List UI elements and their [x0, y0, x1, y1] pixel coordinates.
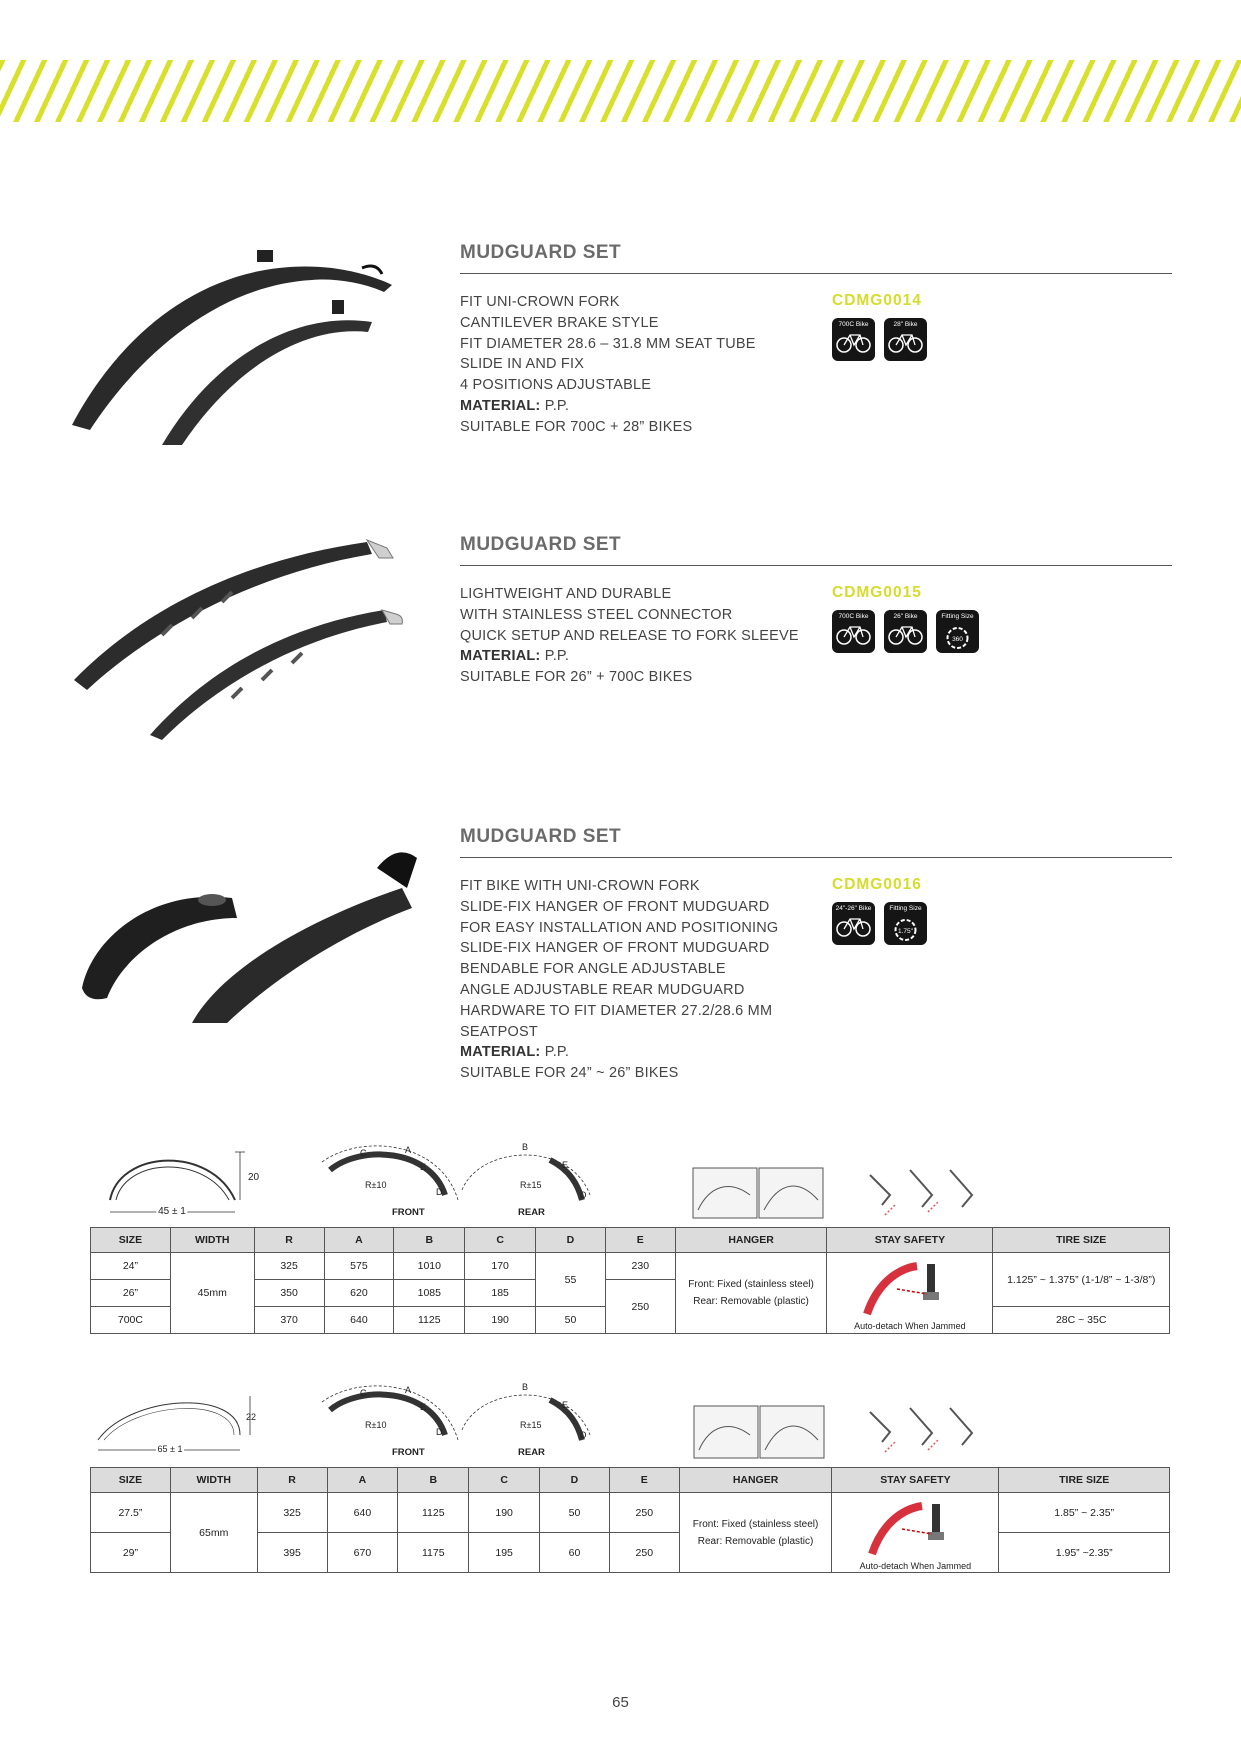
- col-stay-safety: STAY SAFETY: [832, 1468, 999, 1493]
- rear-radius-label: R±15: [520, 1420, 542, 1430]
- table-row: [91, 1253, 1170, 1280]
- fitting-size-icon: [884, 902, 927, 945]
- col-e: E: [609, 1468, 679, 1493]
- cell-tire-size: 28C ~ 35C: [993, 1307, 1170, 1334]
- material-line: [460, 1042, 778, 1063]
- decorative-stripe-bar: [0, 60, 1241, 122]
- svg-text:E: E: [420, 1162, 427, 1172]
- svg-text:C: C: [360, 1388, 367, 1398]
- col-b: B: [394, 1228, 465, 1253]
- table-header-row: [91, 1468, 1170, 1493]
- feature-item: FIT BIKE WITH UNI-CROWN FORK: [460, 878, 700, 894]
- product-code: CDMG0014: [832, 292, 922, 309]
- stay-safety-caption: Auto-detach When Jammed: [854, 1321, 966, 1331]
- col-d: D: [536, 1228, 606, 1253]
- col-c: C: [469, 1468, 540, 1493]
- icon-label: 700C Bike: [838, 321, 869, 328]
- suitable-line: SUITABLE FOR 26” + 700C BIKES: [460, 669, 693, 686]
- col-stay-safety: STAY SAFETY: [827, 1228, 993, 1253]
- cell-c: 195: [469, 1533, 540, 1573]
- svg-text:A: A: [405, 1385, 412, 1395]
- page-number: 65: [612, 1694, 629, 1711]
- table-row: [91, 1493, 1170, 1533]
- svg-text:B: B: [522, 1142, 529, 1152]
- col-size: SIZE: [91, 1228, 171, 1253]
- hanger-front: Front: Fixed (stainless steel): [692, 1518, 819, 1530]
- col-a: A: [324, 1228, 394, 1253]
- hanger-illustration: [694, 1406, 824, 1458]
- cell-size: 26”: [91, 1280, 171, 1307]
- stay-safety-illustration: [870, 1408, 972, 1452]
- spec-icons: [832, 318, 927, 361]
- cell-a: 640: [324, 1307, 394, 1334]
- hanger-illustration: [693, 1168, 823, 1218]
- icon-value: 360: [952, 636, 963, 643]
- bike-700c-icon: [832, 318, 875, 361]
- icon-label: 28" Bike: [893, 321, 918, 328]
- svg-text:E: E: [562, 1160, 569, 1170]
- rear-label: REAR: [518, 1447, 545, 1458]
- front-label: FRONT: [392, 1447, 425, 1458]
- col-c: C: [465, 1228, 536, 1253]
- hanger-rear: Rear: Removable (plastic): [693, 1296, 809, 1307]
- material-label: MATERIAL:: [460, 1044, 541, 1061]
- cell-a: 620: [324, 1280, 394, 1307]
- icon-label: Fitting Size: [941, 613, 974, 620]
- svg-text:D: D: [580, 1190, 587, 1200]
- cell-d: 60: [540, 1533, 610, 1573]
- rear-radius-label: R±15: [520, 1180, 542, 1190]
- feature-item: SLIDE IN AND FIX: [460, 356, 585, 373]
- front-radius-diagram: [322, 1385, 458, 1458]
- col-width: WIDTH: [170, 1468, 257, 1493]
- feature-list: [460, 876, 778, 1084]
- suitable-line: SUITABLE FOR 24” ~ 26” BIKES: [460, 1065, 679, 1082]
- title-rule: [460, 273, 1172, 274]
- hanger-front: Front: Fixed (stainless steel): [688, 1279, 814, 1290]
- mudguard-set-image: [62, 240, 422, 445]
- material-line: [460, 396, 756, 417]
- product-code: CDMG0016: [832, 876, 922, 893]
- cell-hanger: [679, 1493, 832, 1573]
- front-label: FRONT: [392, 1207, 425, 1218]
- width-dimension: 65 ± 1: [157, 1444, 183, 1454]
- icon-label: 24"-26" Bike: [835, 905, 872, 912]
- cell-c: 170: [465, 1253, 536, 1280]
- col-hanger: HANGER: [675, 1228, 827, 1253]
- rear-label: REAR: [518, 1207, 545, 1218]
- bike-24-26-icon: [832, 902, 875, 945]
- svg-text:E: E: [420, 1402, 427, 1412]
- cell-r: 325: [257, 1493, 327, 1533]
- feature-item: CANTILEVER BRAKE STYLE: [460, 314, 659, 331]
- bike-28-icon: [884, 318, 927, 361]
- icon-label: Fitting Size: [889, 905, 922, 912]
- material-value: P.P.: [540, 648, 570, 665]
- title-rule: [460, 565, 1172, 566]
- col-r: R: [257, 1468, 327, 1493]
- suitable-line: SUITABLE FOR 700C + 28” BIKES: [460, 418, 693, 435]
- spec-table-2: [90, 1467, 1170, 1573]
- svg-text:C: C: [360, 1148, 367, 1158]
- material-value: P.P.: [540, 397, 570, 414]
- feature-list: [460, 584, 799, 688]
- width-profile-diagram: [98, 1396, 256, 1454]
- table-header-row: [91, 1228, 1170, 1253]
- svg-text:E: E: [562, 1400, 569, 1410]
- feature-item: HARDWARE TO FIT DIAMETER 27.2/28.6 MM: [460, 1002, 773, 1019]
- feature-item: WITH STAINLESS STEEL CONNECTOR: [460, 606, 733, 623]
- cell-tire-size: 1.125” ~ 1.375” (1-1/8” ~ 1-3/8”): [993, 1253, 1170, 1307]
- cell-stay-safety: [827, 1253, 993, 1334]
- col-size: SIZE: [91, 1468, 171, 1493]
- feature-item: FIT DIAMETER 28.6 – 31.8 MM SEAT TUBE: [460, 335, 756, 352]
- col-r: R: [254, 1228, 324, 1253]
- material-value: P.P.: [540, 1044, 570, 1061]
- width-profile-diagram: [110, 1152, 260, 1217]
- svg-text:D: D: [436, 1427, 443, 1437]
- cell-c: 190: [465, 1307, 536, 1334]
- cell-d: 50: [536, 1307, 606, 1334]
- cell-r: 395: [257, 1533, 327, 1573]
- height-dimension: 20: [248, 1172, 260, 1183]
- bike-700c-icon: [832, 610, 875, 653]
- spec-table-1: [90, 1227, 1170, 1334]
- feature-item: SLIDE-FIX HANGER OF FRONT MUDGUARD: [460, 898, 770, 915]
- cell-stay-safety: [832, 1493, 999, 1573]
- mudguard-set-image: [62, 530, 422, 740]
- mudguard-set-image: [62, 848, 422, 1023]
- front-radius-diagram: [322, 1145, 458, 1218]
- feature-item: SEATPOST: [460, 1023, 538, 1040]
- cell-b: 1085: [394, 1280, 465, 1307]
- feature-item: LIGHTWEIGHT AND DURABLE: [460, 586, 672, 602]
- cell-d: 55: [536, 1253, 606, 1307]
- dimension-diagrams-2: [90, 1380, 1170, 1480]
- svg-text:A: A: [405, 1145, 412, 1155]
- cell-e: 250: [609, 1533, 679, 1573]
- stay-safety-illustration: [870, 1170, 972, 1215]
- cell-r: 350: [254, 1280, 324, 1307]
- col-b: B: [398, 1468, 469, 1493]
- material-line: [460, 646, 799, 667]
- feature-item: FIT UNI-CROWN FORK: [460, 294, 620, 310]
- product-title: MUDGUARD SET: [460, 242, 622, 263]
- icon-label: 26" Bike: [893, 613, 918, 620]
- cell-b: 1125: [394, 1307, 465, 1334]
- cell-b: 1125: [398, 1493, 469, 1533]
- material-label: MATERIAL:: [460, 397, 541, 414]
- fitting-size-icon: [936, 610, 979, 653]
- cell-size: 27.5”: [91, 1493, 171, 1533]
- cell-r: 325: [254, 1253, 324, 1280]
- svg-text:B: B: [522, 1382, 529, 1392]
- cell-e: 230: [605, 1253, 675, 1280]
- hanger-rear: Rear: Removable (plastic): [697, 1535, 814, 1547]
- col-width: WIDTH: [170, 1228, 254, 1253]
- product-code: CDMG0015: [832, 584, 922, 601]
- icon-value: 1.75": [898, 928, 913, 935]
- stay-safety-image: [827, 1254, 992, 1332]
- cell-b: 1010: [394, 1253, 465, 1280]
- feature-item: FOR EASY INSTALLATION AND POSITIONING: [460, 919, 779, 936]
- svg-text:D: D: [580, 1430, 587, 1440]
- cell-a: 640: [327, 1493, 398, 1533]
- feature-item: QUICK SETUP AND RELEASE TO FORK SLEEVE: [460, 627, 799, 644]
- cell-c: 185: [465, 1280, 536, 1307]
- product-title: MUDGUARD SET: [460, 534, 622, 555]
- cell-r: 370: [254, 1307, 324, 1334]
- product-title: MUDGUARD SET: [460, 826, 622, 847]
- cell-size: 29”: [91, 1533, 171, 1573]
- cell-a: 575: [324, 1253, 394, 1280]
- width-dimension: 45 ± 1: [158, 1206, 186, 1217]
- feature-list: [460, 292, 756, 438]
- cell-width: 45mm: [170, 1253, 254, 1334]
- cell-b: 1175: [398, 1533, 469, 1573]
- height-dimension: 22: [246, 1412, 257, 1422]
- spec-icons: [832, 610, 979, 653]
- feature-item: ANGLE ADJUSTABLE REAR MUDGUARD: [460, 981, 745, 998]
- feature-item: BENDABLE FOR ANGLE ADJUSTABLE: [460, 961, 726, 978]
- material-label: MATERIAL:: [460, 648, 541, 665]
- cell-size: 700C: [91, 1307, 171, 1334]
- cell-hanger: [675, 1253, 827, 1334]
- cell-width: 65mm: [170, 1493, 257, 1573]
- cell-tire-size: 1.95” ~2.35”: [999, 1533, 1170, 1573]
- svg-text:D: D: [436, 1187, 443, 1197]
- stay-safety-image: [832, 1494, 998, 1572]
- icon-label: 700C Bike: [838, 613, 869, 620]
- cell-e: 250: [609, 1493, 679, 1533]
- title-rule: [460, 857, 1172, 858]
- spec-icons: [832, 902, 927, 945]
- cell-a: 670: [327, 1533, 398, 1573]
- stay-safety-caption: Auto-detach When Jammed: [859, 1560, 972, 1571]
- cell-d: 50: [540, 1493, 610, 1533]
- cell-e: 250: [605, 1280, 675, 1334]
- cell-size: 24”: [91, 1253, 171, 1280]
- col-hanger: HANGER: [679, 1468, 832, 1493]
- col-tire-size: TIRE SIZE: [993, 1228, 1170, 1253]
- front-radius-label: R±10: [365, 1180, 387, 1190]
- rear-radius-diagram: [462, 1382, 590, 1458]
- cell-tire-size: 1.85” ~ 2.35”: [999, 1493, 1170, 1533]
- cell-c: 190: [469, 1493, 540, 1533]
- feature-item: 4 POSITIONS ADJUSTABLE: [460, 377, 652, 394]
- col-tire-size: TIRE SIZE: [999, 1468, 1170, 1493]
- feature-item: SLIDE-FIX HANGER OF FRONT MUDGUARD: [460, 940, 770, 957]
- col-e: E: [605, 1228, 675, 1253]
- col-d: D: [540, 1468, 610, 1493]
- rear-radius-diagram: [462, 1142, 590, 1218]
- front-radius-label: R±10: [365, 1420, 387, 1430]
- col-a: A: [327, 1468, 398, 1493]
- dimension-diagrams-1: [90, 1140, 1170, 1240]
- bike-26-icon: [884, 610, 927, 653]
